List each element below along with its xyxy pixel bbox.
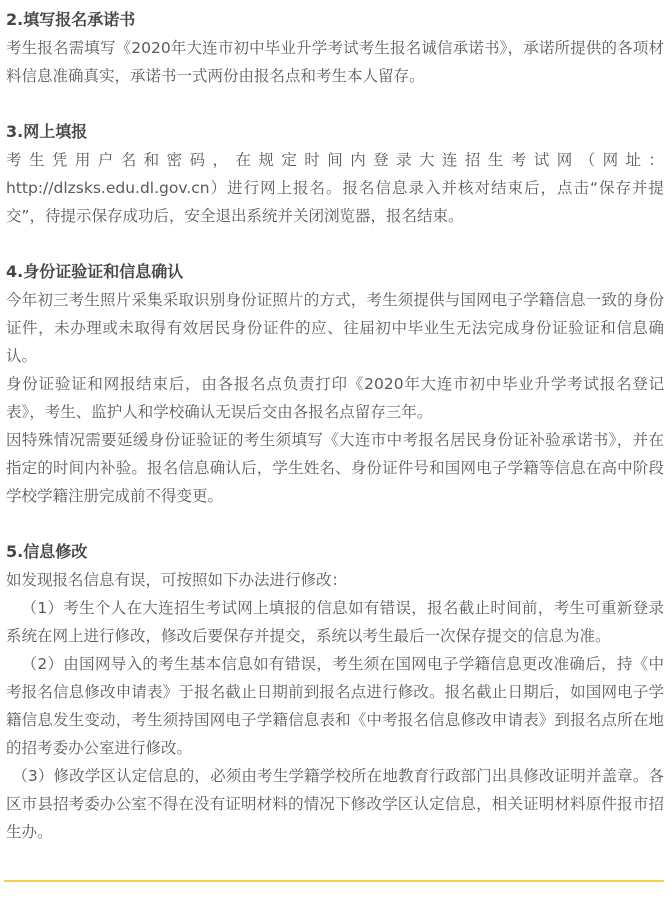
list-item-1: （1）考生个人在大连招生考试网上填报的信息如有错误，报名截止时间前，考生可重新登录系统在网上进行修改，修改后要保存并提交，系统以考生最后一次保存提交的信息为准。 <box>6 599 664 645</box>
section-heading: 2.填写报名承诺书 <box>6 10 136 29</box>
paragraph: 因特殊情况需要延缓身份证验证的考生须填写《大连市中考报名居民身份证补验承诺书》，并在指定的时间内补验。报名信息确认后，学生姓名、身份证件号和国网电子学籍等信息在高中阶段学校学籍注册完成前不得变更。 <box>6 431 664 505</box>
paragraph: 身份证验证和网报结束后，由各报名点负责打印《2020年大连市初中毕业升学考试报名登记表》，考生、监护人和学校确认无误后交由各报名点留存三年。 <box>6 375 664 421</box>
section-heading: 5.信息修改 <box>6 542 88 561</box>
section-heading: 3.网上填报 <box>6 122 88 141</box>
section-info-modification <box>6 538 664 846</box>
section-commitment-letter <box>6 6 664 90</box>
section-online-registration <box>6 118 664 230</box>
paragraph: 考生报名需填写《2020年大连市初中毕业升学考试考生报名诚信承诺书》，承诺所提供的各项材料信息准确真实，承诺书一式两份由报名点和考生本人留存。 <box>6 39 664 85</box>
paragraph: 考生凭用户名和密码，在规定时间内登录大连招生考试网（网址：http://dlzsks.edu.dl.gov.cn）进行网上报名。报名信息录入并核对结束后，点击“保存并提交”，待提示保存成功后，安全退出系统并关闭浏览器，报名结束。 <box>6 151 664 225</box>
list-item-2: （2）由国网导入的考生基本信息如有错误，考生须在国网电子学籍信息更改准确后，持《中考报名信息修改申请表》于报名截止日期前到报名点进行修改。报名截止日期后，如国网电子学籍信息发生变动，考生须持国网电子学籍信息表和《中考报名信息修改申请表》到报名点所在地的招考委办公室进行修改。 <box>6 655 664 757</box>
section-divider <box>4 880 664 882</box>
section-id-verification <box>6 258 664 510</box>
list-item-3: （3）修改学区认定信息的，必须由考生学籍学校所在地教育行政部门出具修改证明并盖章。各区市县招考委办公室不得在没有证明材料的情况下修改学区认定信息，相关证明材料原件报市招生办。 <box>6 767 664 841</box>
paragraph: 如发现报名信息有误，可按照如下办法进行修改： <box>6 571 348 589</box>
section-heading: 4.身份证验证和信息确认 <box>6 262 184 281</box>
article-body <box>6 6 664 846</box>
paragraph: 今年初三考生照片采集采取识别身份证照片的方式，考生须提供与国网电子学籍信息一致的身份证件，未办理或未取得有效居民身份证件的应、往届初中毕业生无法完成身份证验证和信息确认。 <box>6 291 664 365</box>
